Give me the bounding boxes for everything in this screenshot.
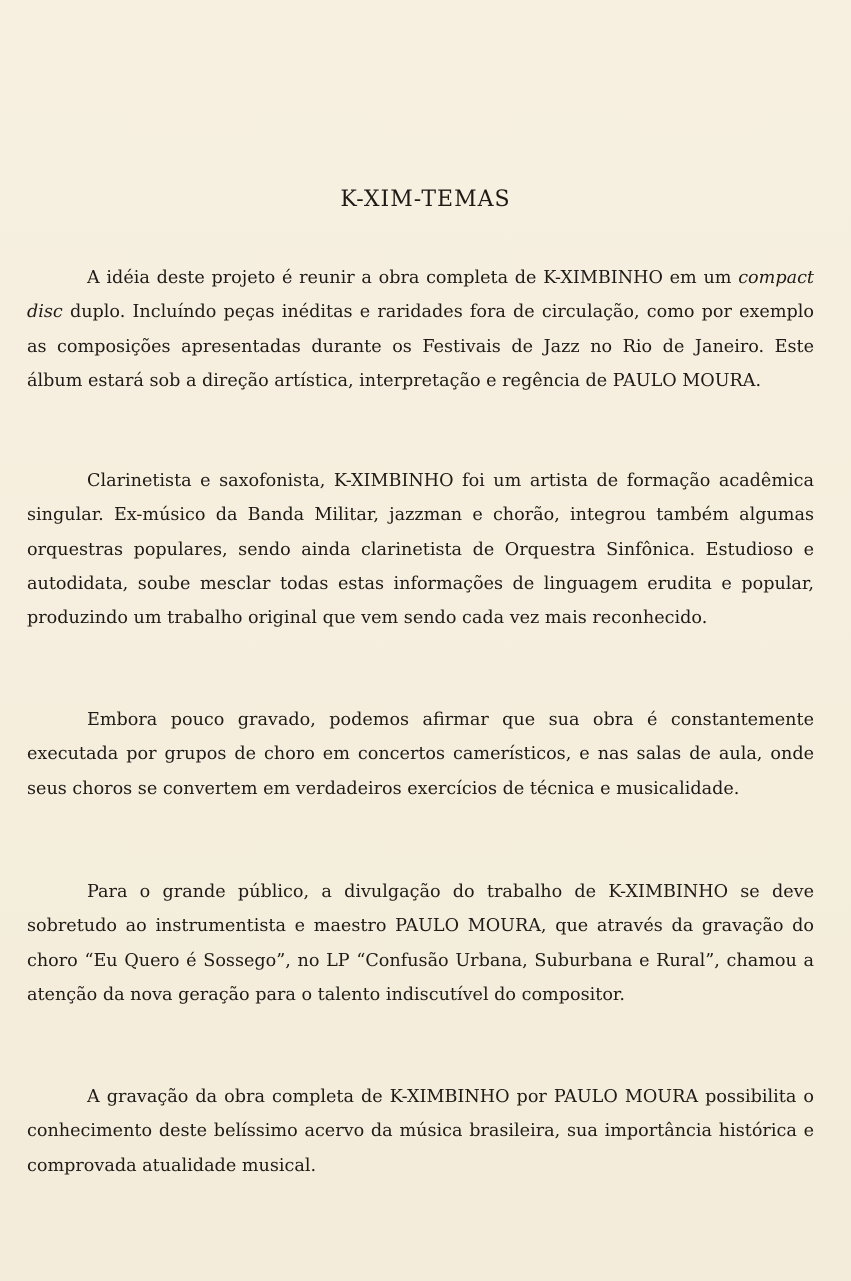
paragraph-project-idea: [27, 261, 814, 398]
paragraph-complete-recording: A gravação da obra completa de K-XIMBINHO por PAULO MOURA possibilita o conhecimento deste belíssimo acervo da música brasileira, sua importância histórica e comprovada atualidade musical.: [27, 1087, 814, 1176]
paragraph-project-idea-text-1: A idéia deste projeto é reunir a obra completa de K-XIMBINHO em um: [87, 268, 739, 288]
paragraph-work-performance: Embora pouco gravado, podemos afirmar que sua obra é constantemente executada por grupos de choro em concertos camerísticos, e nas salas de aula, onde seus choros se convertem em verdadeiros exercícios de técnica e musicalidade.: [27, 710, 814, 799]
document-title: K-XIM-TEMAS: [340, 187, 511, 212]
paragraph-project-idea-text-2: duplo. Incluíndo peças inéditas e raridades fora de circulação, como por exemplo as composições apresentadas durante os Festivais de Jazz no Rio de Janeiro. Este álbum estará sob a direção artística, interpretação e regência de PAULO MOURA.: [27, 302, 814, 391]
paragraph-artist-background: Clarinetista e saxofonista, K-XIMBINHO foi um artista de formação acadêmica singular. Ex-músico da Banda Militar, jazzman e chorão, integrou também algumas orquestras populares, sendo ainda clarinetista de Orquestra Sinfônica. Estudioso e autodidata, soube mesclar todas estas informações de linguagem erudita e popular, produzindo um trabalho original que vem sendo cada vez mais reconhecido.: [27, 471, 814, 629]
paragraph-project-idea-italic: compact disc: [27, 268, 814, 323]
paragraph-public-divulgation: Para o grande público, a divulgação do trabalho de K-XIMBINHO se deve sobretudo ao instrumentista e maestro PAULO MOURA, que através da gravação do choro “Eu Quero é Sossego”, no LP “Confusão Urbana, Suburbana e Rural”, chamou a atenção da nova geração para o talento indiscutível do compositor.: [27, 882, 814, 1005]
